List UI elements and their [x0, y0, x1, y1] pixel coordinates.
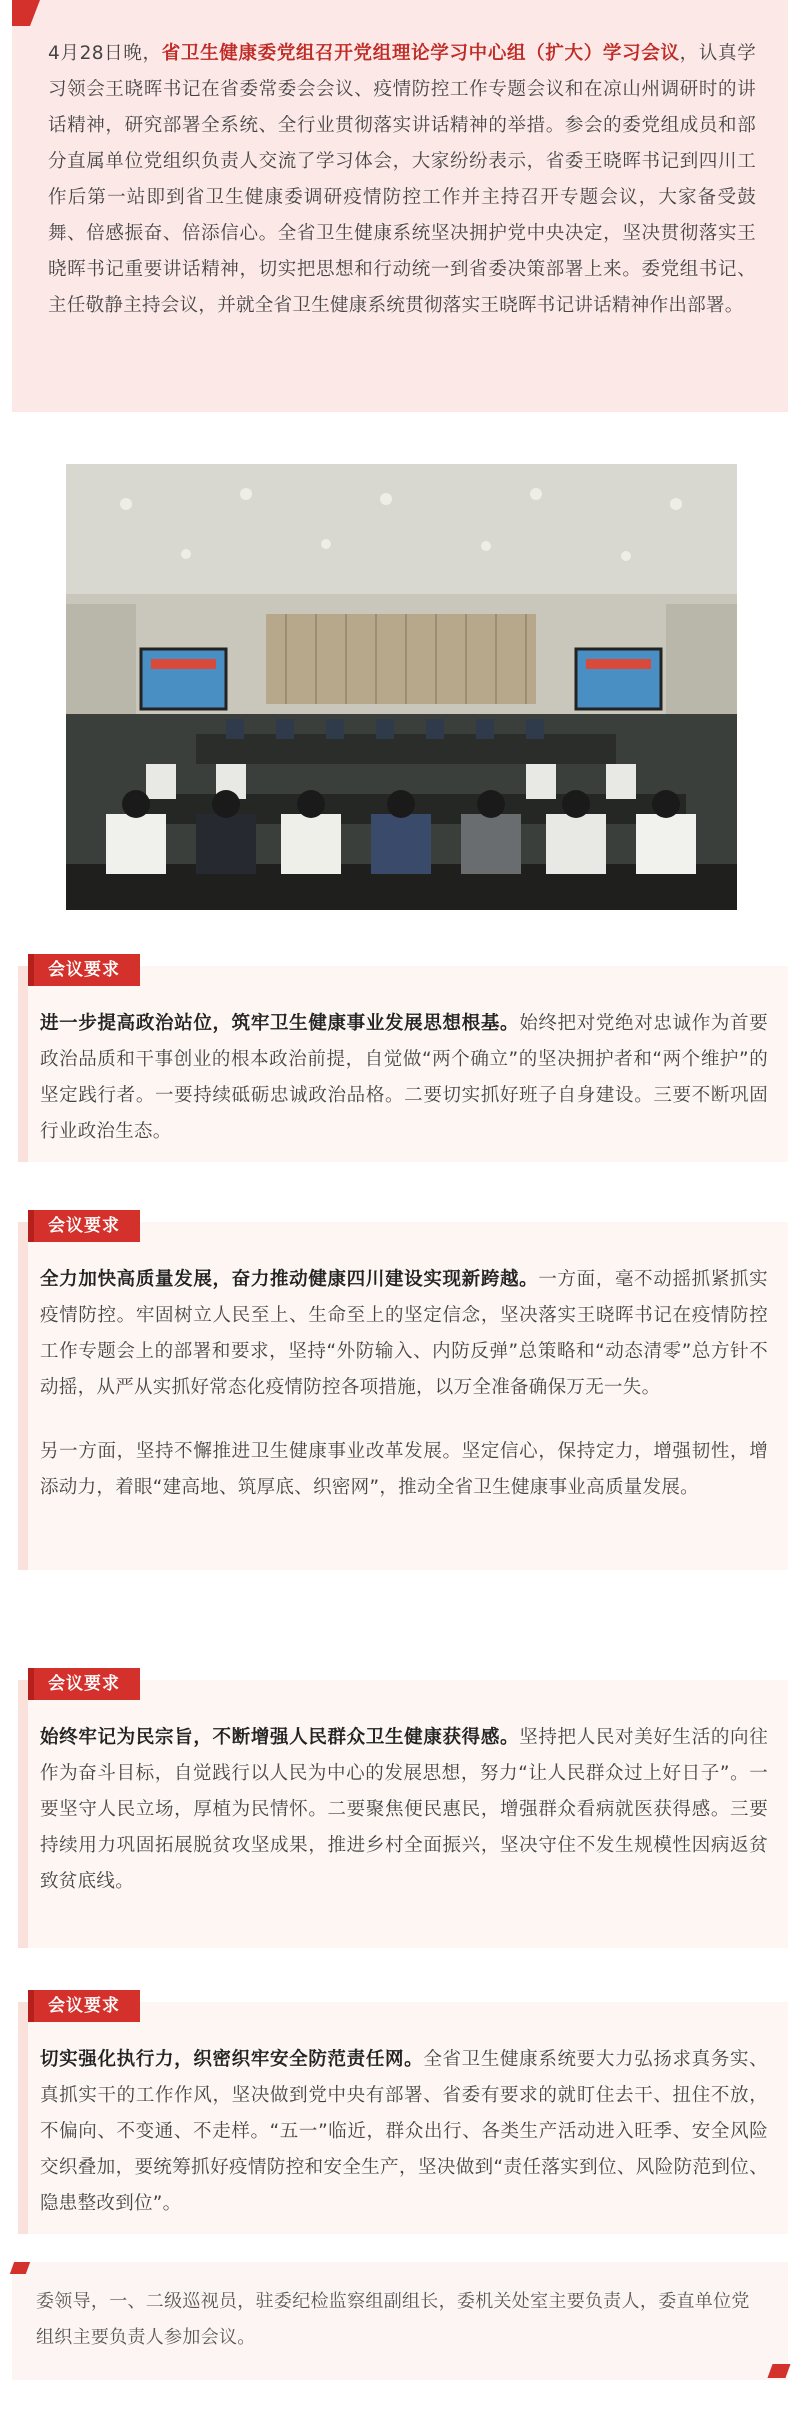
section-3 — [18, 1674, 788, 1948]
section-badge: 会议要求 — [34, 1210, 140, 1242]
section-badge: 会议要求 — [34, 954, 140, 986]
section-accent-bar — [18, 966, 28, 1162]
section-1 — [18, 960, 788, 1162]
section-paragraph — [40, 1006, 768, 1150]
meeting-photo — [66, 464, 737, 910]
footer-text: 委领导，一、二级巡视员，驻委纪检监察组副组长，委机关处室主要负责人，委直单位党组织主要负责人参加会议。 — [36, 2291, 750, 2348]
section-paragraph — [40, 1720, 768, 1900]
corner-decoration — [12, 0, 30, 26]
section-heading: 进一步提高政治站位，筑牢卫生健康事业发展思想根基。 — [40, 1013, 520, 1034]
section-text: 一方面，毫不动摇抓紧抓实疫情防控。牢固树立人民至上、生命至上的坚定信念，坚决落实王晓晖书记在疫情防控工作专题会上的部署和要求，坚持“外防输入、内防反弹”总策略和“动态清零”总方针不动摇，从严从实抓好常态化疫情防控各项措施，以万全准备确保万无一失。 — [40, 1269, 768, 1398]
section-paragraph — [40, 1262, 768, 1406]
section-text: 另一方面，坚持不懈推进卫生健康事业改革发展。坚定信心，保持定力，增强韧性，增添动力，着眼“建高地、筑厚底、织密网”，推动全省卫生健康事业高质量发展。 — [40, 1441, 768, 1498]
intro-date: 4月28日晚， — [48, 43, 162, 64]
section-text: 坚持把人民对美好生活的向往作为奋斗目标，自觉践行以人民为中心的发展思想，努力“让人民群众过上好日子”。一要坚守人民立场，厚植为民情怀。二要聚焦便民惠民，增强群众看病就医获得感。三要持续用力巩固拓展脱贫攻坚成果，推进乡村全面振兴，坚决守住不发生规模性因病返贫致贫底线。 — [40, 1727, 768, 1892]
section-accent-bar — [18, 1222, 28, 1570]
section-accent-bar — [18, 1680, 28, 1948]
section-heading: 切实强化执行力，织密织牢安全防范责任网。 — [40, 2049, 424, 2070]
section-2 — [18, 1216, 788, 1570]
section-heading: 始终牢记为民宗旨，不断增强人民群众卫生健康获得感。 — [40, 1727, 520, 1748]
section-text: 始终把对党绝对忠诚作为首要政治品质和干事创业的根本政治前提，自觉做“两个确立”的坚决拥护者和“两个维护”的坚定践行者。一要持续砥砺忠诚政治品格。二要切实抓好班子自身建设。三要不断巩固行业政治生态。 — [40, 1013, 768, 1142]
section-badge: 会议要求 — [34, 1668, 140, 1700]
section-badge: 会议要求 — [34, 1990, 140, 2022]
section-paragraph — [40, 2042, 768, 2222]
intro-box — [12, 0, 788, 412]
intro-headline: 省卫生健康委党组召开党组理论学习中心组（扩大）学习会议 — [161, 43, 680, 64]
section-4 — [18, 1996, 788, 2234]
section-paragraph — [40, 1434, 768, 1506]
section-heading: 全力加快高质量发展，奋力推动健康四川建设实现新跨越。 — [40, 1269, 539, 1290]
section-accent-bar — [18, 2002, 28, 2234]
intro-paragraph — [48, 36, 756, 324]
section-text: 全省卫生健康系统要大力弘扬求真务实、真抓实干的工作作风，坚决做到党中央有部署、省委有要求的就盯住去干、扭住不放，不偏向、不变通、不走样。“五一”临近，群众出行、各类生产活动进入旺季、安全风险交织叠加，要统筹抓好疫情防控和安全生产，坚决做到“责任落实到位、风险防范到位、隐患整改到位”。 — [40, 2049, 768, 2214]
intro-text: ，认真学习领会王晓晖书记在省委常委会会议、疫情防控工作专题会议和在凉山州调研时的讲话精神，研究部署全系统、全行业贯彻落实讲话精神的举措。参会的委党组成员和部分直属单位党组织负责人交流了学习体会，大家纷纷表示，省委王晓晖书记到四川工作后第一站即到省卫生健康委调研疫情防控工作并主持召开专题会议，大家备受鼓舞、倍感振奋、倍添信心。全省卫生健康系统坚决拥护党中央决定，坚决贯彻落实王晓晖书记重要讲话精神，切实把思想和行动统一到省委决策部署上来。委党组书记、主任敬静主持会议，并就全省卫生健康系统贯彻落实王晓晖书记讲话精神作出部署。 — [48, 43, 757, 316]
footer-attendees — [12, 2262, 788, 2380]
